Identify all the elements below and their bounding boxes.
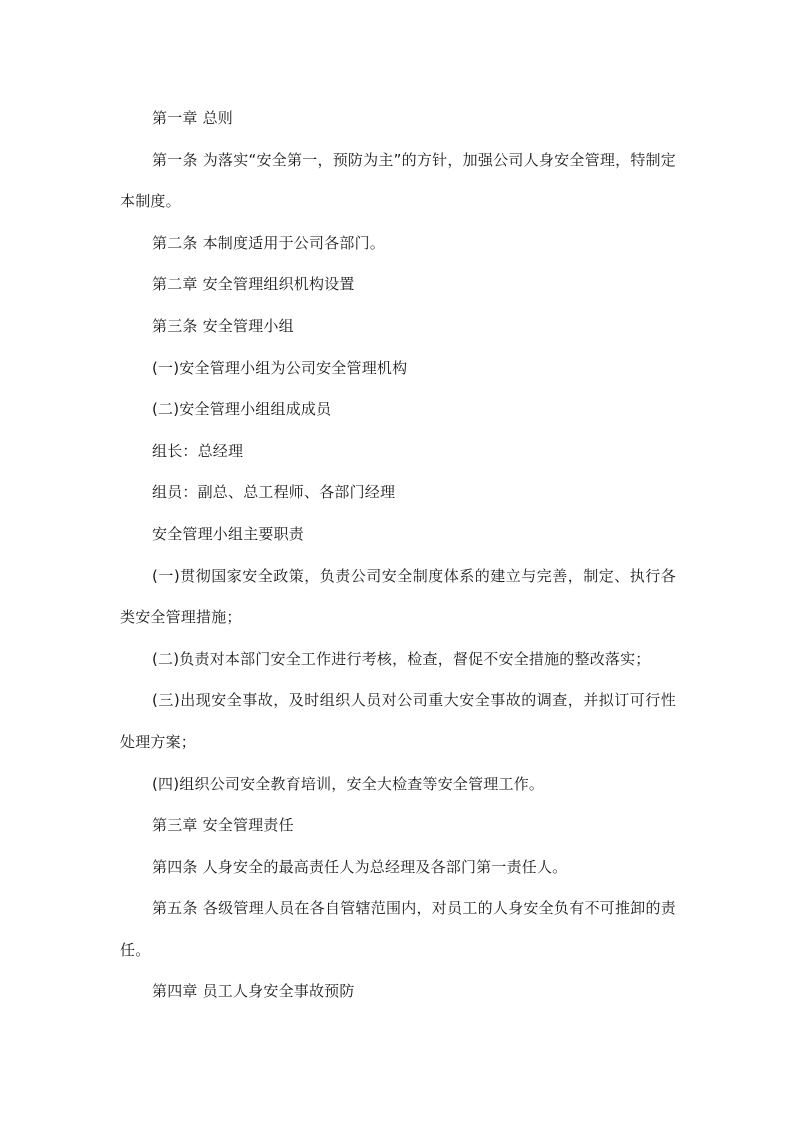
- list-item: (二)安全管理小组组成成员: [152, 400, 332, 419]
- article-5: 第五条 各级管理人员在各自管辖范围内，对员工的人身安全负有不可推卸的责任。: [120, 899, 676, 959]
- chapter-2-heading: 第二章 安全管理组织机构设置: [152, 275, 355, 294]
- list-item: (一)安全管理小组为公司安全管理机构: [152, 358, 408, 377]
- chapter-3-heading: 第三章 安全管理责任: [152, 816, 294, 835]
- article-4: 第四条 人身安全的最高责任人为总经理及各部门第一责任人。: [152, 857, 568, 876]
- list-item: (一)贯彻国家安全政策，负责公司安全制度体系的建立与完善，制定、执行各类安全管理措施；: [120, 566, 676, 627]
- document-body: [120, 98, 676, 1013]
- article-3: 第三条 安全管理小组: [152, 316, 294, 335]
- list-item: (三)出现安全事故，及时组织人员对公司重大安全事故的调查，并拟订可行性处理方案；: [120, 691, 676, 751]
- chapter-4-heading: 第四章 员工人身安全事故预防: [152, 982, 355, 1001]
- list-item: (四)组织公司安全教育培训，安全大检查等安全管理工作。: [152, 774, 545, 793]
- article-2: 第二条 本制度适用于公司各部门。: [152, 233, 385, 252]
- list-item: (二)负责对本部门安全工作进行考核，检查，督促不安全措施的整改落实；: [152, 649, 651, 668]
- team-members: 组员：副总、总工程师、各部门经理: [152, 483, 396, 502]
- team-leader: 组长：总经理: [152, 441, 244, 460]
- chapter-1-heading: 第一章 总则: [152, 109, 233, 127]
- article-1: 第一条 为落实“安全第一，预防为主”的方针，加强公司人身安全管理，特制定本制度。: [120, 150, 676, 211]
- responsibilities-heading: 安全管理小组主要职责: [152, 524, 305, 543]
